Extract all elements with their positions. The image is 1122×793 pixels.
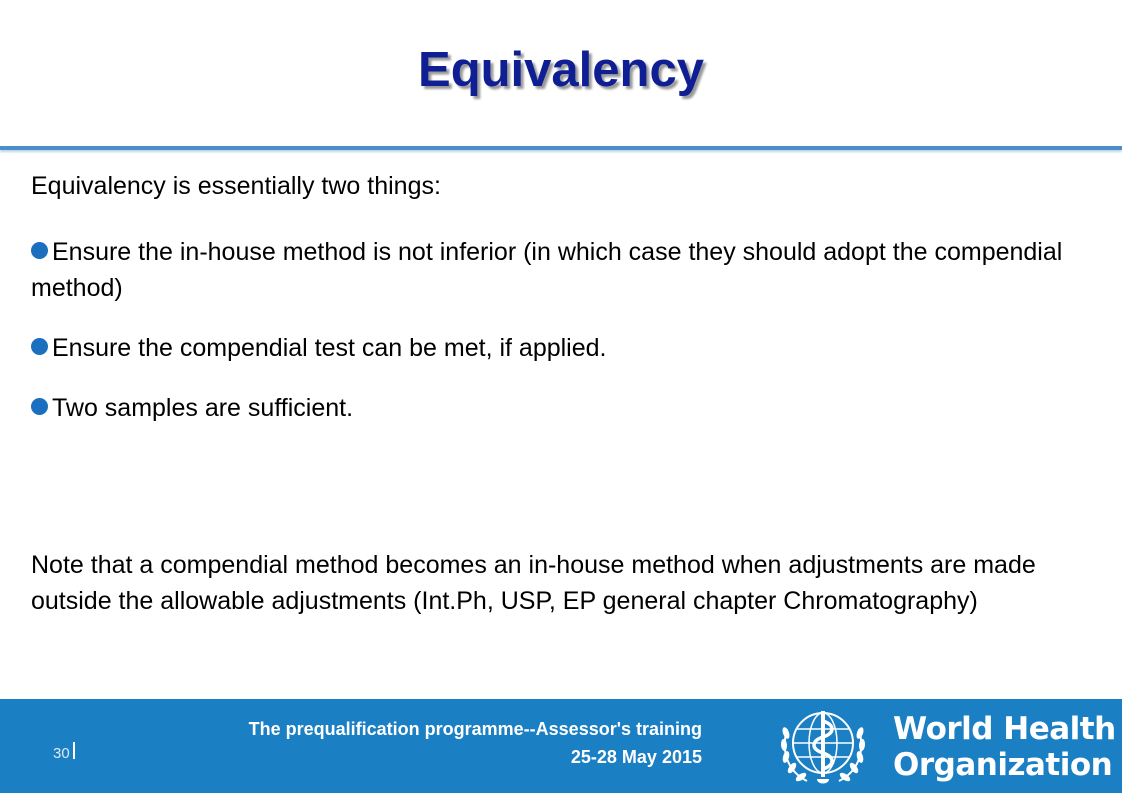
organization-name-line1: World Health xyxy=(893,711,1116,747)
bullet-text: Ensure the compendial test can be met, if applied. xyxy=(52,334,607,362)
slide-title: Equivalency xyxy=(418,43,704,97)
page-separator xyxy=(73,742,75,759)
footer-bar xyxy=(0,699,1122,793)
note-text: Note that a compendial method becomes an in-house method when adjustments are made outside the allowable adjustments (Int.Ph, USP, EP general chapter Chromatography) xyxy=(31,551,1036,615)
organization-name-line2: Organization xyxy=(893,747,1113,783)
bullet-item xyxy=(31,390,1091,426)
footer-date: 25-28 May 2015 xyxy=(570,747,702,767)
who-emblem-icon xyxy=(777,703,869,789)
footer-programme: The prequalification programme--Assessor's training xyxy=(248,719,702,739)
bullet-text: Two samples are sufficient. xyxy=(52,394,354,422)
organization-name xyxy=(893,711,1116,783)
title-divider xyxy=(0,146,1122,150)
page-number: 30 xyxy=(53,745,70,762)
bullet-dot-icon xyxy=(31,338,48,355)
bullet-list xyxy=(31,234,1091,450)
bullet-item xyxy=(31,330,1091,366)
intro-text: Equivalency is essentially two things: xyxy=(31,172,441,200)
bullet-item xyxy=(31,234,1091,306)
bullet-text: Ensure the in-house method is not inferior (in which case they should adopt the compendial method) xyxy=(31,238,1063,302)
bullet-dot-icon xyxy=(31,398,48,415)
bullet-dot-icon xyxy=(31,242,48,259)
footer-caption xyxy=(249,715,702,771)
